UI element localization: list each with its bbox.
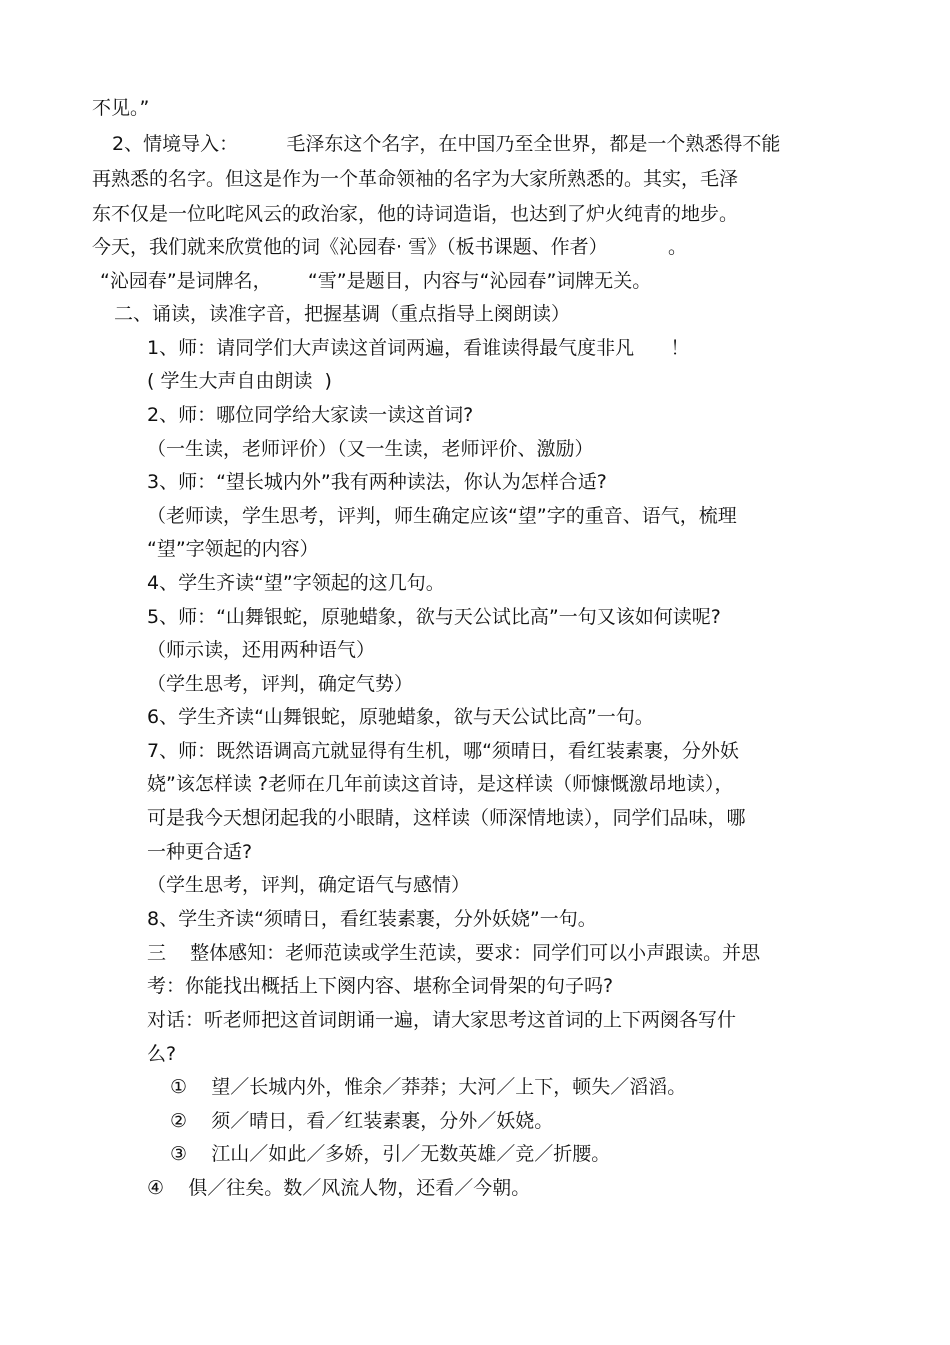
text-line: 不见。”	[92, 97, 150, 119]
text-line: 今天，我们就来欣赏他的词《沁园春· 雪》（板书课题、作者） 。	[92, 236, 687, 258]
text-line: 可是我今天想闭起我的小眼睛，这样读（师深情地读），同学们品味，哪	[147, 807, 746, 829]
text-line: 对话：听老师把这首词朗诵一遍，请大家思考这首词的上下两阕各写什	[147, 1009, 737, 1031]
text-line: （师示读，还用两种语气）	[147, 639, 376, 661]
list-item: ④ 俱／往矣。数／风流人物，还看／今朝。	[147, 1177, 531, 1199]
text-line: 再熟悉的名字。但这是作为一个革命领袖的名字为大家所熟悉的。其实，毛泽	[92, 168, 739, 190]
text-line: 1、师：请同学们大声读这首词两遍，看谁读得最气度非凡 ！	[147, 337, 690, 359]
text-line: 东不仅是一位叱咤风云的政治家，他的诗词造诣，也达到了炉火纯青的地步。	[92, 203, 739, 225]
text-line: 2、情境导入： 毛泽东这个名字，在中国乃至全世界，都是一个熟悉得不能	[112, 133, 781, 155]
list-item: ① 望／长城内外，惟余／莽莽；大河／上下，顿失／滔滔。	[170, 1076, 687, 1098]
text-line: 8、学生齐读“须晴日，看红装素裹，分外妖娆”一句。	[147, 908, 597, 930]
text-line: 考：你能找出概括上下阕内容、堪称全词骨架的句子吗?	[147, 975, 614, 997]
text-line: （一生读，老师评价）（又一生读，老师评价、激励）	[147, 438, 594, 460]
text-line: 3、师：“望长城内外”我有两种读法，你认为怎样合适?	[147, 471, 607, 493]
text-line: （学生思考，评判，确定气势）	[147, 673, 414, 695]
text-line: （老师读，学生思考，评判，师生确定应该“望”字的重音、语气，梳理	[147, 505, 737, 527]
section-heading: 二、诵读，读准字音，把握基调（重点指导上阕朗读）	[114, 303, 571, 325]
text-line: ( 学生大声自由朗读 )	[147, 370, 332, 392]
text-line: “沁园春”是词牌名， “雪”是题目，内容与“沁园春”词牌无关。	[100, 270, 652, 292]
text-line: 娆”该怎样读 ?老师在几年前读这首诗，是这样读（师慷慨激昂地读），	[147, 773, 734, 795]
list-item: ③ 江山／如此／多娇，引／无数英雄／竞／折腰。	[170, 1143, 611, 1165]
text-line: 7、师：既然语调高亢就显得有生机，哪“须晴日，看红装素裹，分外妖	[147, 740, 739, 762]
text-line: 5、师：“山舞银蛇，原驰蜡象，欲与天公试比高”一句又该如何读呢?	[147, 606, 721, 628]
section-heading: 三 整体感知：老师范读或学生范读，要求：同学们可以小声跟读。并思	[147, 942, 761, 964]
text-line: “望”字领起的内容）	[147, 538, 319, 560]
text-line: 6、学生齐读“山舞银蛇，原驰蜡象，欲与天公试比高”一句。	[147, 706, 654, 728]
text-line: 2、师：哪位同学给大家读一读这首词?	[147, 404, 474, 426]
text-line: 4、学生齐读“望”字领起的这几句。	[147, 572, 445, 594]
list-item: ② 须／晴日，看／红装素裹，分外／妖娆。	[170, 1110, 554, 1132]
text-line: （学生思考，评判，确定语气与感情）	[147, 874, 471, 896]
text-line: 一种更合适?	[147, 841, 253, 863]
text-line: 么?	[147, 1043, 177, 1065]
